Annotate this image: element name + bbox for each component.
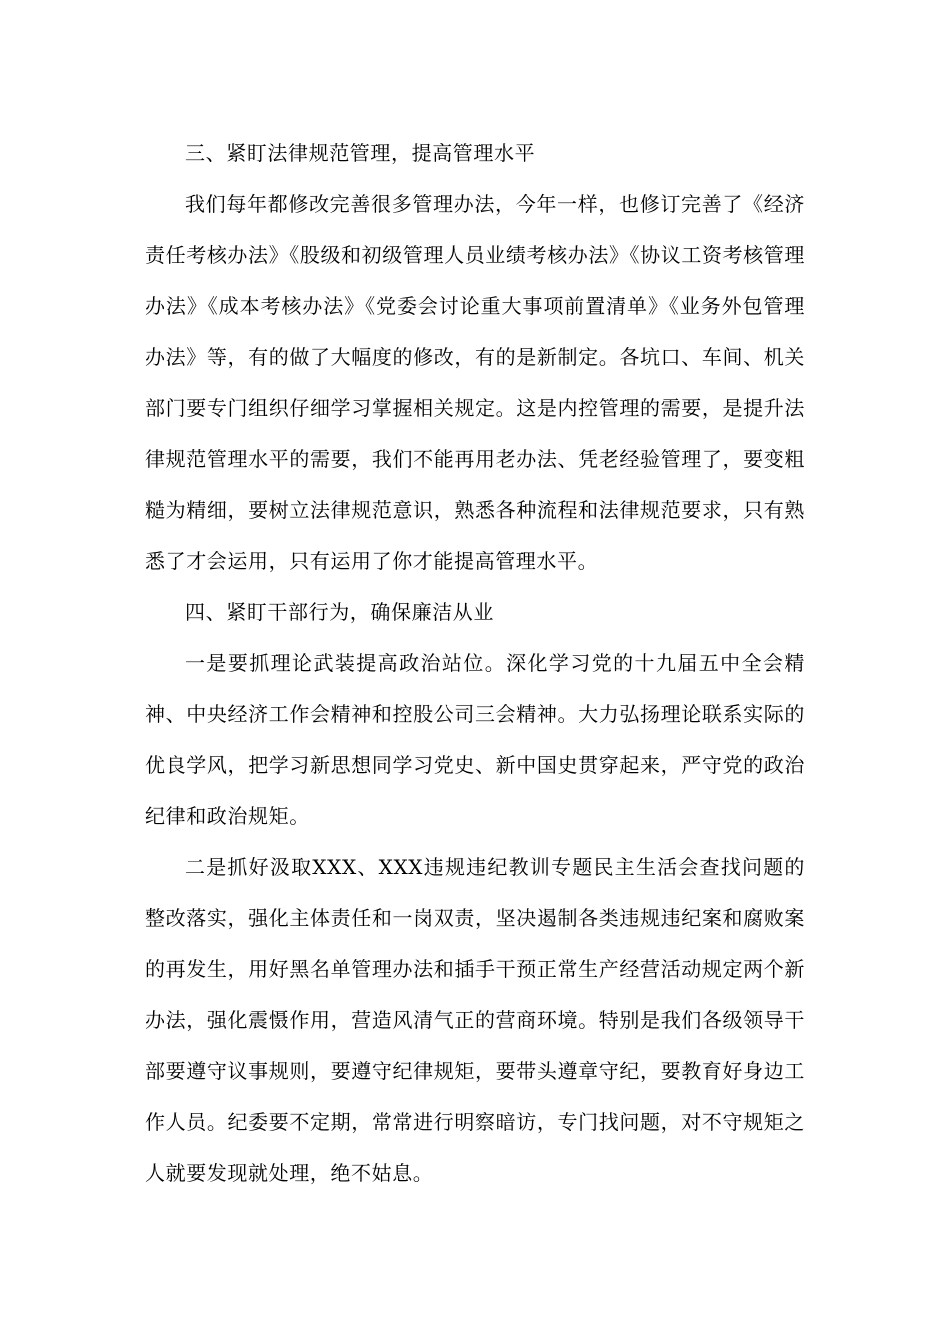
document-body [145,128,805,1199]
section-4-paragraph-1: 一是要抓理论武装提高政治站位。深化学习党的十九届五中全会精神、中央经济工作会精神和控股公司三会精神。大力弘扬理论联系实际的优良学风，把学习新思想同学习党史、新中国史贯穿起来，严守党的政治纪律和政治规矩。 [145,651,805,828]
section-3-paragraph-1: 我们每年都修改完善很多管理办法，今年一样，也修订完善了《经济责任考核办法》《股级和初级管理人员业绩考核办法》《协议工资考核管理办法》《成本考核办法》《党委会讨论重大事项前置清单》《业务外包管理办法》等，有的做了大幅度的修改，有的是新制定。各坑口、车间、机关部门要专门组织仔细学习掌握相关规定。这是内控管理的需要，是提升法律规范管理水平的需要，我们不能再用老办法、凭老经验管理了，要变粗糙为精细，要树立法律规范意识，熟悉各种流程和法律规范要求，只有熟悉了才会运用，只有运用了你才能提高管理水平。 [145,192,805,573]
section-heading-4: 四、紧盯干部行为，确保廉洁从业 [185,600,494,624]
section-heading-3: 三、紧盯法律规范管理，提高管理水平 [185,141,536,165]
section-4-paragraph-2: 二是抓好汲取XXX、XXX违规违纪教训专题民主生活会查找问题的整改落实，强化主体责任和一岗双责，坚决遏制各类违规违纪案和腐败案的再发生，用好黑名单管理办法和插手干预正常生产经营活动规定两个新办法，强化震慑作用，营造风清气正的营商环境。特别是我们各级领导干部要遵守议事规则，要遵守纪律规矩，要带头遵章守纪，要教育好身边工作人员。纪委要不定期，常常进行明察暗访，专门找问题，对不守规矩之人就要发现就处理，绝不姑息。 [145,855,805,1185]
